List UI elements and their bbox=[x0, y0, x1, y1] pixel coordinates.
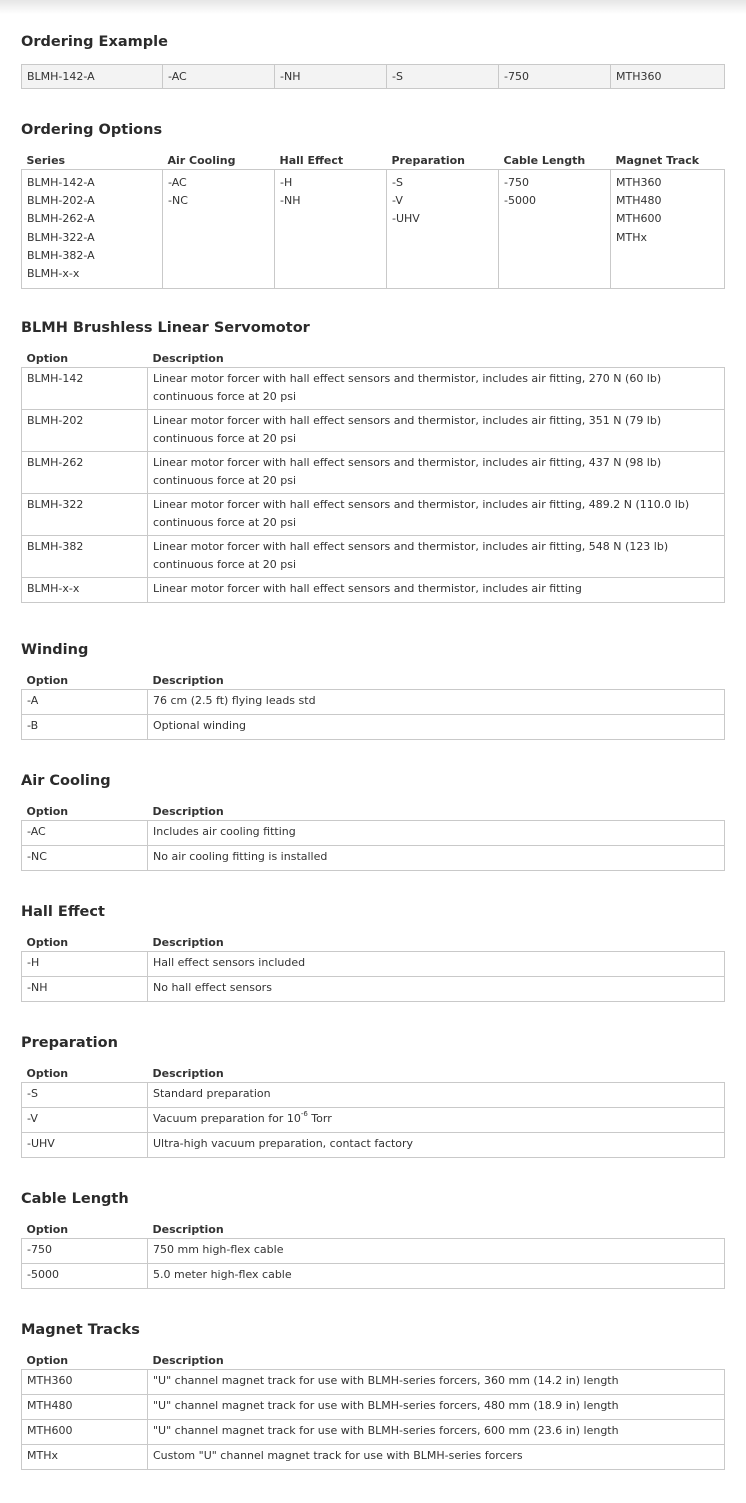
ordering-options-table bbox=[21, 152, 725, 289]
header-option: Option bbox=[26, 1223, 69, 1236]
cable-length-options-cell bbox=[499, 170, 611, 289]
option-cell: -NC bbox=[22, 846, 148, 871]
table-row bbox=[22, 846, 725, 871]
option-cell: MTH600 bbox=[22, 1420, 148, 1445]
table-header-row bbox=[22, 152, 725, 170]
top-gradient-bar bbox=[0, 0, 746, 14]
option-cell: BLMH-142 bbox=[22, 368, 148, 410]
table-row bbox=[22, 1420, 725, 1445]
description-cell: No hall effect sensors bbox=[148, 977, 725, 1002]
table-row bbox=[22, 170, 725, 289]
table-row bbox=[22, 452, 725, 494]
preparation-table bbox=[21, 1065, 725, 1158]
cable-length-table bbox=[21, 1221, 725, 1289]
header-hall-effect: Hall Effect bbox=[279, 154, 344, 167]
series-options-cell bbox=[22, 170, 163, 289]
description-cell: 5.0 meter high-flex cable bbox=[148, 1264, 725, 1289]
option-cell: -A bbox=[22, 690, 148, 715]
example-series: BLMH-142-A bbox=[22, 65, 163, 89]
table-row bbox=[22, 578, 725, 603]
list-item: BLMH-202-A bbox=[27, 194, 95, 208]
header-description: Description bbox=[152, 674, 224, 687]
header-description: Description bbox=[152, 1067, 224, 1080]
option-cell: -750 bbox=[22, 1239, 148, 1264]
option-cell: BLMH-202 bbox=[22, 410, 148, 452]
example-air-cooling: -AC bbox=[163, 65, 275, 89]
table-header-row bbox=[22, 934, 725, 952]
magnet-tracks-section bbox=[21, 1321, 725, 1470]
table-row bbox=[22, 821, 725, 846]
ordering-example-section bbox=[21, 33, 725, 89]
table-row bbox=[22, 1395, 725, 1420]
table-row bbox=[22, 1108, 725, 1133]
list-item: MTH600 bbox=[616, 212, 662, 226]
description-line: Linear motor forcer with hall effect sensors and thermistor, includes air fitting, 548 N (123 lb) bbox=[153, 540, 669, 553]
ordering-options-title: Ordering Options bbox=[21, 122, 163, 138]
air-cooling-section bbox=[21, 772, 725, 871]
option-cell: MTHx bbox=[22, 1445, 148, 1470]
list-item: -5000 bbox=[504, 194, 536, 208]
option-cell: BLMH-382 bbox=[22, 536, 148, 578]
header-description: Description bbox=[152, 1223, 224, 1236]
hall-effect-section bbox=[21, 903, 725, 1002]
description-line: continuous force at 20 psi bbox=[153, 558, 296, 571]
table-header-row bbox=[22, 1221, 725, 1239]
list-item: MTH360 bbox=[616, 176, 662, 189]
air-cooling-table bbox=[21, 803, 725, 871]
description-cell bbox=[148, 1108, 725, 1133]
description-cell: No air cooling fitting is installed bbox=[148, 846, 725, 871]
list-item: -NH bbox=[280, 194, 301, 208]
table-row bbox=[22, 715, 725, 740]
list-item: -NC bbox=[168, 194, 188, 208]
list-item: BLMH-382-A bbox=[27, 248, 95, 262]
description-line: continuous force at 20 psi bbox=[153, 474, 296, 487]
description-cell: 750 mm high-flex cable bbox=[148, 1239, 725, 1264]
header-preparation: Preparation bbox=[391, 154, 466, 167]
option-cell: BLMH-262 bbox=[22, 452, 148, 494]
option-cell: -5000 bbox=[22, 1264, 148, 1289]
table-row bbox=[22, 410, 725, 452]
option-cell: -B bbox=[22, 715, 148, 740]
header-option: Option bbox=[26, 1354, 69, 1367]
description-cell: Ultra-high vacuum preparation, contact factory bbox=[148, 1133, 725, 1158]
header-cable-length: Cable Length bbox=[503, 154, 586, 167]
magnet-track-options-cell bbox=[611, 170, 725, 289]
table-row bbox=[22, 1239, 725, 1264]
description-cell bbox=[148, 536, 725, 578]
description-cell bbox=[148, 452, 725, 494]
description-cell bbox=[148, 368, 725, 410]
description-line: Linear motor forcer with hall effect sensors and thermistor, includes air fitting, 351 N (79 lb) bbox=[153, 414, 662, 427]
blmh-table bbox=[21, 350, 725, 603]
preparation-title: Preparation bbox=[21, 1035, 118, 1051]
example-cable-length: -750 bbox=[499, 65, 611, 89]
blmh-title: BLMH Brushless Linear Servomotor bbox=[21, 320, 310, 336]
description-suffix: Torr bbox=[307, 1112, 332, 1125]
header-option: Option bbox=[26, 674, 69, 687]
header-air-cooling: Air Cooling bbox=[167, 154, 236, 167]
header-option: Option bbox=[26, 1067, 69, 1080]
option-cell: BLMH-x-x bbox=[22, 578, 148, 603]
list-item: -AC bbox=[168, 176, 187, 189]
preparation-options-cell bbox=[387, 170, 499, 289]
option-cell: -NH bbox=[22, 977, 148, 1002]
air-cooling-options-cell bbox=[163, 170, 275, 289]
example-hall-effect: -NH bbox=[275, 65, 387, 89]
header-series: Series bbox=[26, 154, 66, 167]
winding-section bbox=[21, 641, 725, 740]
header-option: Option bbox=[26, 352, 69, 365]
table-row bbox=[22, 536, 725, 578]
table-header-row bbox=[22, 1352, 725, 1370]
cable-length-title: Cable Length bbox=[21, 1191, 129, 1207]
table-row bbox=[22, 1083, 725, 1108]
list-item: MTHx bbox=[616, 230, 647, 244]
description-cell: Linear motor forcer with hall effect sensors and thermistor, includes air fitting bbox=[148, 578, 725, 603]
table-row bbox=[22, 65, 725, 89]
ordering-example-title: Ordering Example bbox=[21, 34, 168, 50]
list-item: -750 bbox=[504, 176, 529, 189]
description-cell: "U" channel magnet track for use with BLMH-series forcers, 480 mm (18.9 in) length bbox=[148, 1395, 725, 1420]
description-cell bbox=[148, 410, 725, 452]
description-line: continuous force at 20 psi bbox=[153, 390, 296, 403]
description-cell: "U" channel magnet track for use with BLMH-series forcers, 600 mm (23.6 in) length bbox=[148, 1420, 725, 1445]
magnet-tracks-title: Magnet Tracks bbox=[21, 1322, 140, 1338]
table-row bbox=[22, 1445, 725, 1470]
table-header-row bbox=[22, 1065, 725, 1083]
table-row bbox=[22, 494, 725, 536]
description-cell: Optional winding bbox=[148, 715, 725, 740]
option-cell: -UHV bbox=[22, 1133, 148, 1158]
table-header-row bbox=[22, 350, 725, 368]
list-item: BLMH-262-A bbox=[27, 212, 95, 226]
description-cell: 76 cm (2.5 ft) flying leads std bbox=[148, 690, 725, 715]
list-item: BLMH-142-A bbox=[27, 176, 95, 189]
table-row bbox=[22, 977, 725, 1002]
header-magnet-track: Magnet Track bbox=[615, 154, 700, 167]
option-cell: -AC bbox=[22, 821, 148, 846]
header-option: Option bbox=[26, 805, 69, 818]
table-row bbox=[22, 1370, 725, 1395]
list-item: BLMH-322-A bbox=[27, 230, 95, 244]
exponent: -6 bbox=[300, 1110, 308, 1118]
description-cell: Custom "U" channel magnet track for use with BLMH-series forcers bbox=[148, 1445, 725, 1470]
list-item: -V bbox=[392, 194, 403, 208]
option-cell: -V bbox=[22, 1108, 148, 1133]
list-item: -UHV bbox=[392, 212, 420, 226]
hall-effect-table bbox=[21, 934, 725, 1002]
header-option: Option bbox=[26, 936, 69, 949]
winding-title: Winding bbox=[21, 642, 89, 658]
option-cell: MTH360 bbox=[22, 1370, 148, 1395]
description-text: Vacuum preparation for 10 bbox=[153, 1112, 301, 1125]
table-header-row bbox=[22, 803, 725, 821]
description-line: continuous force at 20 psi bbox=[153, 516, 296, 529]
header-description: Description bbox=[152, 352, 224, 365]
table-row bbox=[22, 368, 725, 410]
description-cell bbox=[148, 494, 725, 536]
ordering-example-table bbox=[21, 64, 725, 89]
list-item: MTH480 bbox=[616, 194, 662, 208]
ordering-options-section bbox=[21, 121, 725, 289]
option-cell: MTH480 bbox=[22, 1395, 148, 1420]
hall-effect-options-cell bbox=[275, 170, 387, 289]
option-cell: BLMH-322 bbox=[22, 494, 148, 536]
description-cell: "U" channel magnet track for use with BLMH-series forcers, 360 mm (14.2 in) length bbox=[148, 1370, 725, 1395]
description-line: continuous force at 20 psi bbox=[153, 432, 296, 445]
example-magnet-track: MTH360 bbox=[611, 65, 725, 89]
list-item: -H bbox=[280, 176, 293, 189]
hall-effect-title: Hall Effect bbox=[21, 904, 105, 920]
description-line: Linear motor forcer with hall effect sensors and thermistor, includes air fitting, 437 N (98 lb) bbox=[153, 456, 662, 469]
header-description: Description bbox=[152, 936, 224, 949]
list-item: -S bbox=[392, 176, 403, 189]
header-description: Description bbox=[152, 1354, 224, 1367]
description-line: Linear motor forcer with hall effect sensors and thermistor, includes air fitting, 270 N (60 lb) bbox=[153, 372, 662, 385]
magnet-tracks-table bbox=[21, 1352, 725, 1470]
description-cell: Hall effect sensors included bbox=[148, 952, 725, 977]
option-cell: -H bbox=[22, 952, 148, 977]
description-cell: Standard preparation bbox=[148, 1083, 725, 1108]
option-cell: -S bbox=[22, 1083, 148, 1108]
blmh-section bbox=[21, 319, 725, 603]
description-line: Linear motor forcer with hall effect sensors and thermistor, includes air fitting, 489.2 N (110.0 lb) bbox=[153, 498, 690, 511]
preparation-section bbox=[21, 1034, 725, 1158]
example-preparation: -S bbox=[387, 65, 499, 89]
air-cooling-title: Air Cooling bbox=[21, 773, 111, 789]
table-row bbox=[22, 1133, 725, 1158]
table-row bbox=[22, 690, 725, 715]
cable-length-section bbox=[21, 1190, 725, 1289]
list-item: BLMH-x-x bbox=[27, 267, 80, 281]
table-row bbox=[22, 1264, 725, 1289]
table-header-row bbox=[22, 672, 725, 690]
winding-table bbox=[21, 672, 725, 740]
description-cell: Includes air cooling fitting bbox=[148, 821, 725, 846]
table-row bbox=[22, 952, 725, 977]
header-description: Description bbox=[152, 805, 224, 818]
